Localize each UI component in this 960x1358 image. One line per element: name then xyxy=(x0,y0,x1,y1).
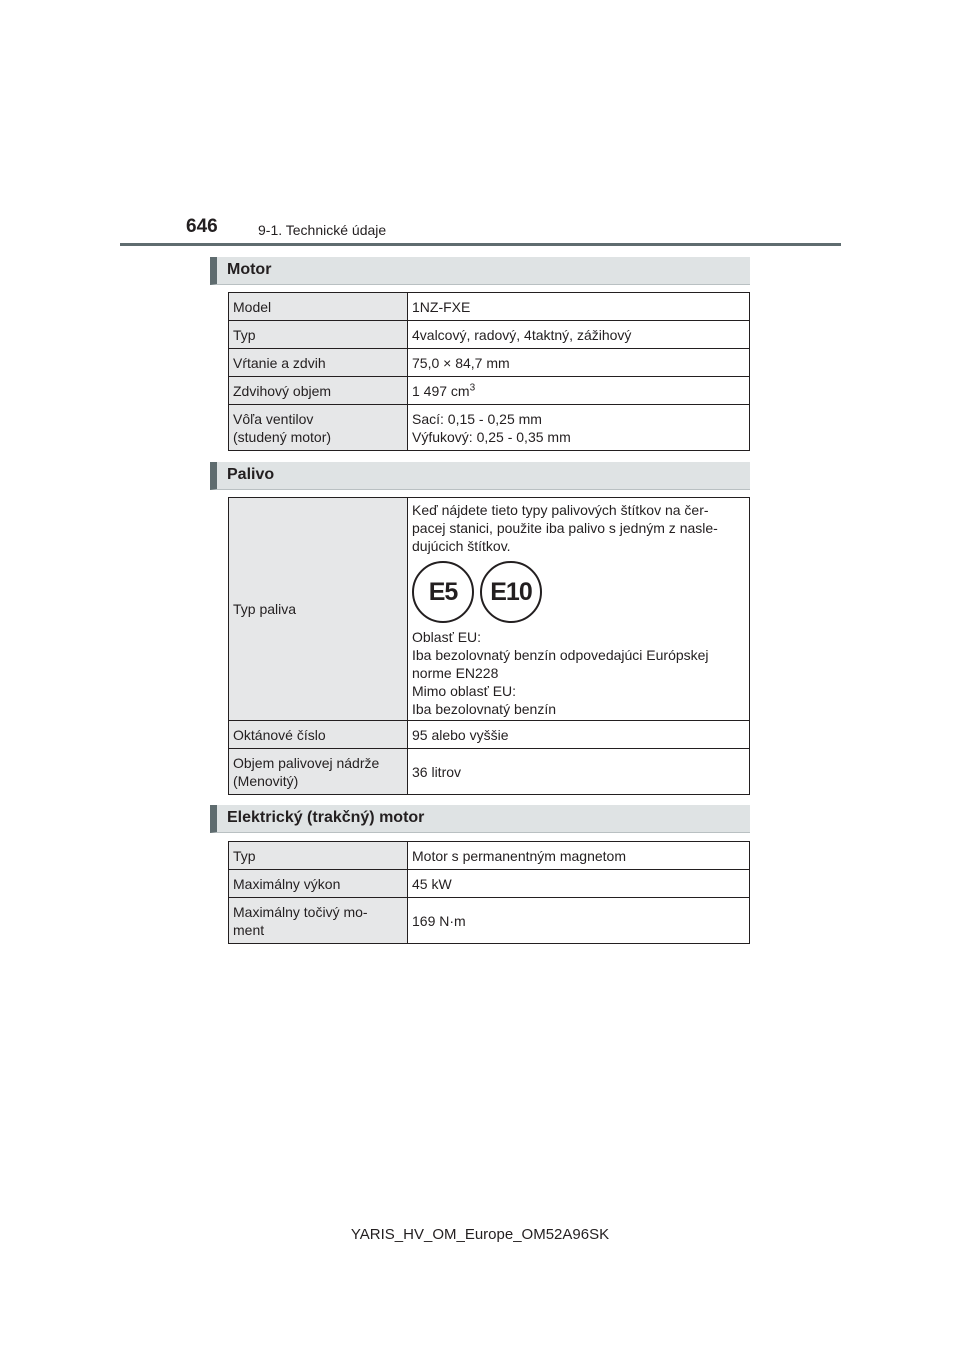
fuel-intro-line: Keď nájdete tieto typy palivových štítkov na čer- xyxy=(412,501,709,518)
spec-label-line: Maximálny točivý mo- xyxy=(233,903,368,920)
table-row xyxy=(229,842,750,870)
table-row xyxy=(229,405,750,451)
spec-label-line: Vôľa ventilov xyxy=(233,410,314,427)
table-row xyxy=(229,321,750,349)
spec-value-line: Sací: 0,15 - 0,25 mm xyxy=(412,410,542,427)
footer-doc-id: YARIS_HV_OM_Europe_OM52A96SK xyxy=(350,1226,610,1243)
spec-value: 75,0 × 84,7 mm xyxy=(408,349,750,377)
table-row xyxy=(229,898,750,944)
fuel-intro-line: pacej stanici, použite iba palivo s jedným z nasle- xyxy=(412,519,718,536)
fuel-detail-line: Mimo oblasť EU: xyxy=(412,682,517,699)
fuel-badge-e10: E10 xyxy=(480,561,542,623)
spec-label: Typ xyxy=(229,842,408,870)
spec-value: Motor s permanentným magnetom xyxy=(408,842,750,870)
section-heading-label: Motor xyxy=(227,261,272,278)
table-row xyxy=(229,721,750,749)
spec-value: 36 litrov xyxy=(408,749,750,795)
displacement-exponent: 3 xyxy=(469,381,476,393)
displacement-value: 1 497 cm xyxy=(412,382,470,399)
fuel-detail-line: Iba bezolovnatý benzín xyxy=(412,700,556,717)
section-heading-label: Elektrický (trakčný) motor xyxy=(227,809,425,826)
page-number: 646 xyxy=(186,216,218,237)
spec-label: Model xyxy=(229,293,408,321)
spec-value: 1NZ-FXE xyxy=(408,293,750,321)
fuel-label-badges xyxy=(412,561,745,623)
spec-value: 95 alebo vyššie xyxy=(408,721,750,749)
spec-value xyxy=(408,498,750,721)
spec-label: Oktánové číslo xyxy=(229,721,408,749)
spec-label: Typ xyxy=(229,321,408,349)
spec-value xyxy=(408,377,750,405)
table-row xyxy=(229,498,750,721)
spec-label-line: (studený motor) xyxy=(233,428,332,445)
spec-label: Zdvihový objem xyxy=(229,377,408,405)
header-rule xyxy=(120,243,841,246)
spec-label: Maximálny výkon xyxy=(229,870,408,898)
chapter-title: 9-1. Technické údaje xyxy=(258,222,387,238)
spec-value-line: Výfukový: 0,25 - 0,35 mm xyxy=(412,428,571,445)
fuel-detail-line: Oblasť EU: xyxy=(412,628,482,645)
table-row xyxy=(229,749,750,795)
section-heading-label: Palivo xyxy=(227,466,275,483)
spec-label xyxy=(229,749,408,795)
table-row xyxy=(229,377,750,405)
table-row xyxy=(229,349,750,377)
motor-spec-table xyxy=(228,292,750,451)
spec-value: 45 kW xyxy=(408,870,750,898)
spec-value xyxy=(408,405,750,451)
spec-value: 169 N·m xyxy=(408,898,750,944)
fuel-spec-table xyxy=(228,497,750,795)
fuel-badge-e5: E5 xyxy=(412,561,474,623)
section-heading-electric-motor xyxy=(210,805,750,833)
spec-label xyxy=(229,405,408,451)
spec-label: Typ paliva xyxy=(229,498,408,721)
fuel-detail-line: Iba bezolovnatý benzín odpovedajúci Európskej xyxy=(412,646,709,663)
table-row xyxy=(229,870,750,898)
spec-value: 4valcový, radový, 4taktný, zážihový xyxy=(408,321,750,349)
spec-label xyxy=(229,898,408,944)
spec-label-line: (Menovitý) xyxy=(233,772,299,789)
spec-label: Vŕtanie a zdvih xyxy=(229,349,408,377)
spec-label-line: Objem palivovej nádrže xyxy=(233,754,380,771)
fuel-intro-line: dujúcich štítkov. xyxy=(412,537,511,554)
section-heading-motor xyxy=(210,257,750,285)
fuel-detail-line: norme EN228 xyxy=(412,664,499,681)
section-heading-palivo xyxy=(210,462,750,490)
spec-label-line: ment xyxy=(233,921,265,938)
electric-motor-spec-table xyxy=(228,841,750,944)
table-row xyxy=(229,293,750,321)
